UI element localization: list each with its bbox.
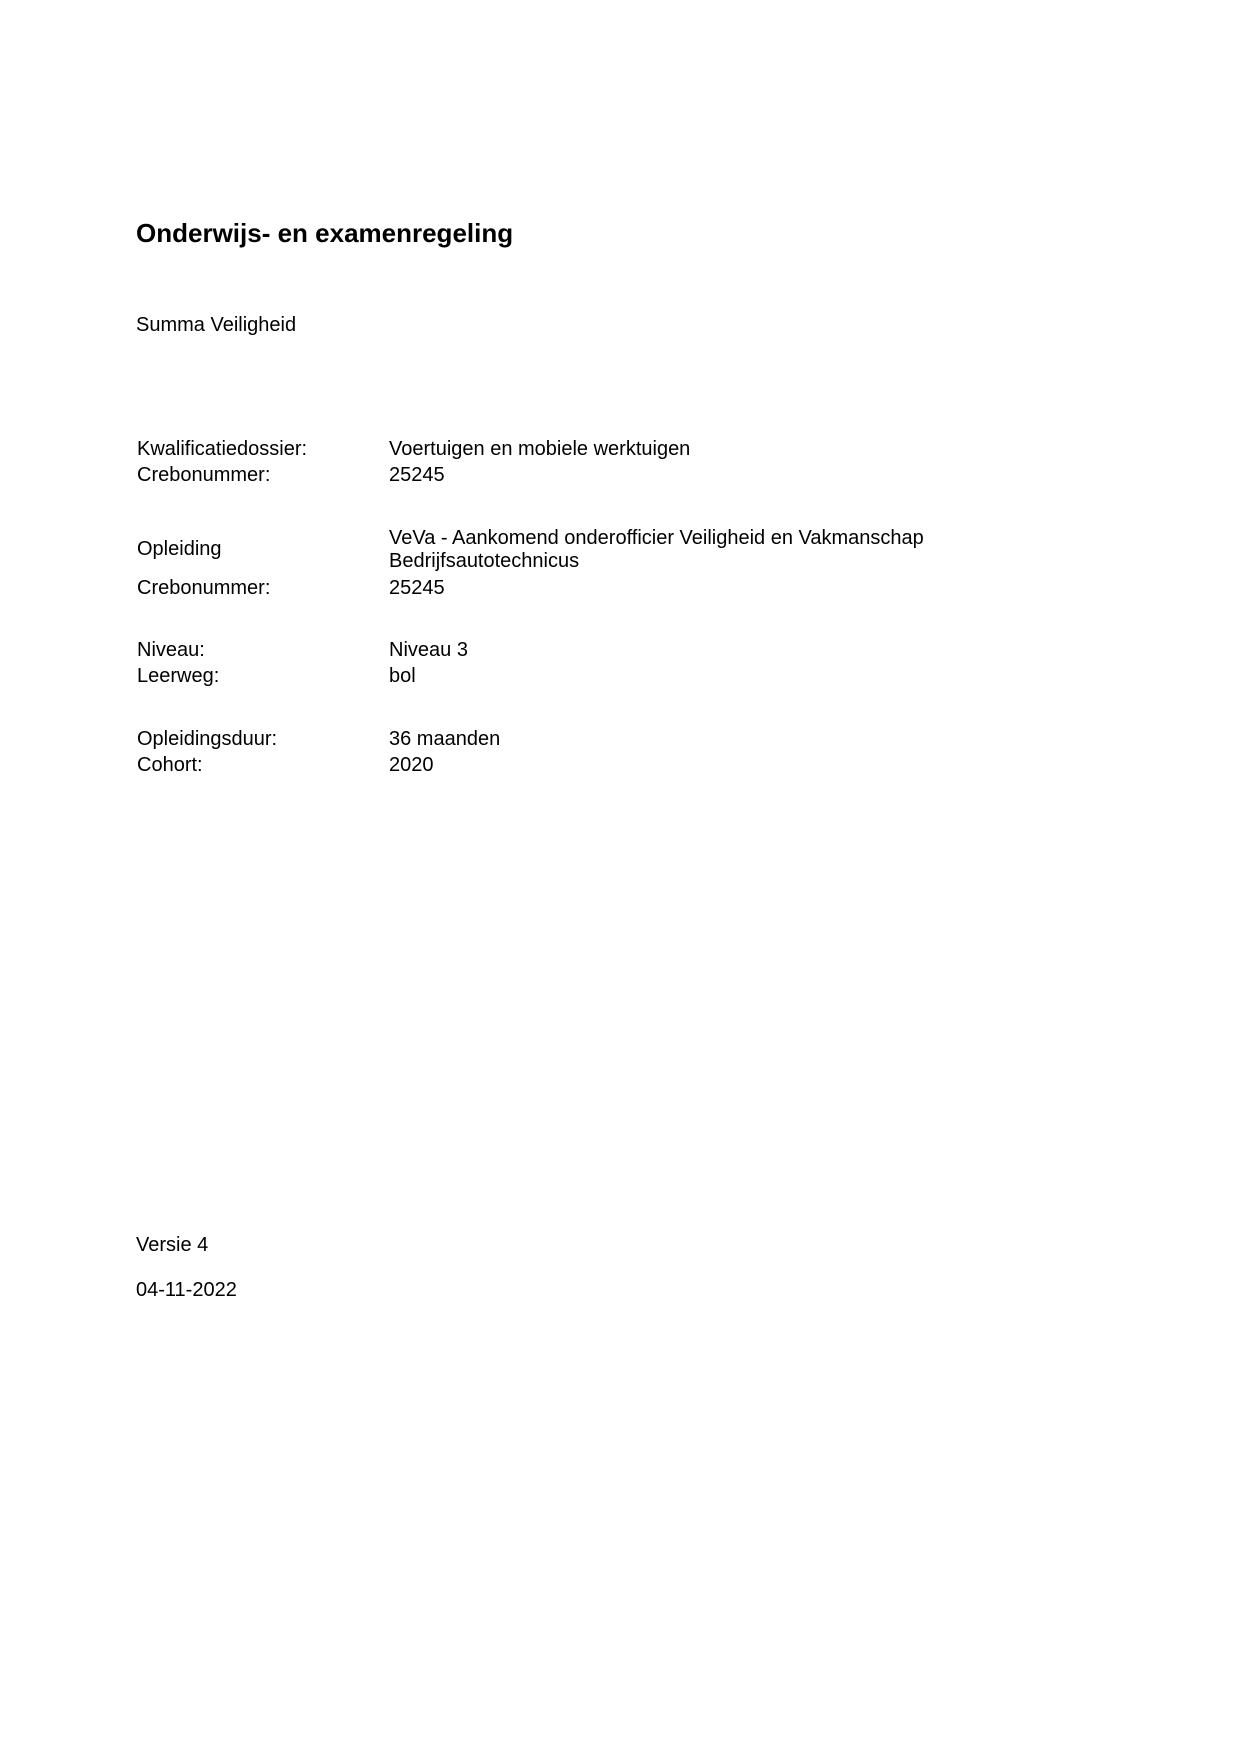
version-label: Versie 4 [136,1234,209,1256]
label-crebonummer-opleiding: Crebonummer: [137,577,271,599]
value-opleidingsduur: 36 maanden [389,728,501,750]
value-cohort: 2020 [389,754,434,776]
organisation-name: Summa Veiligheid [136,314,297,336]
label-niveau: Niveau: [137,639,205,661]
value-opleiding-line-2: Bedrijfsautotechnicus [389,550,580,572]
document-date: 04-11-2022 [136,1279,237,1301]
page-title: Onderwijs- en examenregeling [136,218,514,248]
value-kwalificatiedossier: Voertuigen en mobiele werktuigen [389,438,691,460]
label-crebonummer-dossier: Crebonummer: [137,464,271,486]
label-opleiding: Opleiding [137,538,222,560]
label-opleidingsduur: Opleidingsduur: [137,728,278,750]
value-opleiding-line-1: VeVa - Aankomend onderofficier Veiligheid en Vakmanschap [389,527,924,549]
label-leerweg: Leerweg: [137,665,220,687]
value-niveau: Niveau 3 [389,639,468,661]
label-cohort: Cohort: [137,754,203,776]
value-crebonummer-opleiding: 25245 [389,577,445,599]
label-kwalificatiedossier: Kwalificatiedossier: [137,438,308,460]
value-leerweg: bol [389,665,416,687]
value-crebonummer-dossier: 25245 [389,464,445,486]
